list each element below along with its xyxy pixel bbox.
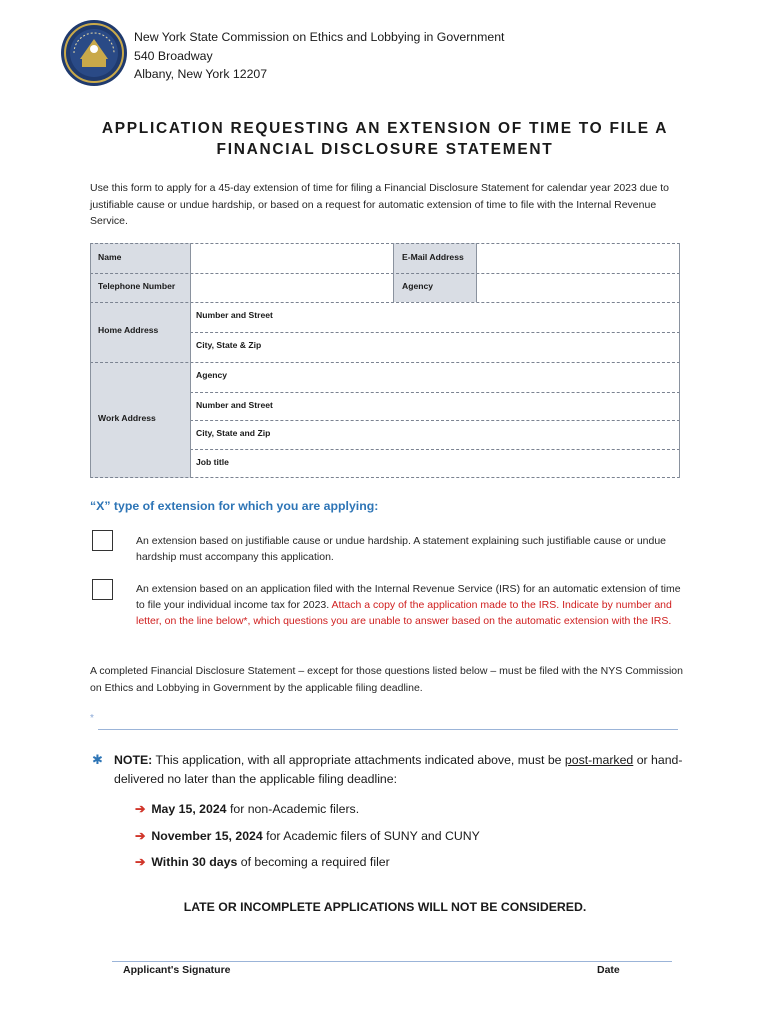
name-label-cell [90, 243, 190, 273]
job-title-field[interactable] [190, 449, 680, 478]
name-field[interactable] [190, 243, 393, 273]
extension-type-heading: “X” type of extension for which you are applying: [90, 499, 379, 513]
page-title [60, 118, 710, 160]
agency-city: Albany, New York 12207 [134, 67, 268, 81]
table-divider [393, 243, 394, 302]
work-street-label: Number and Street [196, 400, 273, 410]
table-rule [190, 449, 680, 450]
table-rule [190, 420, 680, 421]
email-label: E-Mail Address [402, 252, 464, 262]
work-city-label: City, State and Zip [196, 428, 271, 438]
arrow-right-icon: ➔ [135, 802, 146, 816]
work-address-label: Work Address [98, 413, 156, 423]
home-address-label: Home Address [98, 325, 159, 335]
hardship-checkbox[interactable] [92, 530, 113, 551]
nys-seal-logo [60, 19, 128, 87]
note-text-after: or hand-delivered no later than the applicable filing deadline: [114, 753, 683, 786]
answer-line [98, 729, 678, 730]
work-address-label-cell [90, 362, 190, 478]
title-line-2: FINANCIAL DISCLOSURE STATEMENT [216, 141, 554, 158]
agency-label: Agency [402, 281, 434, 291]
table-border-left [90, 243, 91, 478]
agency-street: 540 Broadway [134, 48, 213, 63]
note-bullet-icon: ✱ [92, 752, 103, 767]
hardship-option-text: An extension based on justifiable cause or undue hardship. A statement explaining such justifiable cause or undue hardship must accompany this application. [136, 535, 667, 563]
agency-address [134, 28, 504, 84]
home-city-field[interactable] [190, 332, 680, 362]
home-city-label: City, State & Zip [196, 340, 262, 350]
late-applications-warning: LATE OR INCOMPLETE APPLICATIONS WILL NOT BE CONSIDERED. [183, 900, 587, 914]
work-city-field[interactable] [190, 420, 680, 449]
email-field[interactable] [476, 243, 680, 273]
applicant-signature-label: Applicant's Signature [123, 964, 231, 976]
table-rule [90, 362, 680, 363]
table-divider [190, 243, 191, 478]
arrow-right-icon: ➔ [135, 855, 146, 869]
note-text-before: This application, with all appropriate attachments indicated above, must be [155, 753, 562, 767]
phone-label: Telephone Number [98, 281, 176, 291]
work-agency-label: Agency [196, 370, 228, 380]
table-divider [476, 243, 477, 302]
deadline-item [135, 855, 390, 869]
phone-label-cell [90, 273, 190, 302]
unanswered-questions-line[interactable] [90, 713, 678, 733]
date-label: Date [597, 964, 620, 976]
work-street-field[interactable] [190, 392, 680, 420]
applicant-info-table [90, 243, 680, 478]
work-agency-field[interactable] [190, 362, 680, 392]
home-street-label: Number and Street [196, 310, 273, 320]
note-label: NOTE: [114, 753, 153, 767]
deadline-date: Within 30 days [151, 855, 238, 869]
table-border-right [679, 243, 680, 478]
table-rule [190, 392, 680, 393]
deadline-detail: of becoming a required filer [240, 855, 390, 869]
irs-option-instructions: Attach a copy of the application made to the IRS. Indicate by number and letter, on the line below*, which questions you are unable to answer based on the automatic extension with the IRS. [136, 599, 672, 627]
irs-option-main: An extension based on an application filed with the Internal Revenue Service (IRS) for an automatic extension of time to file your individual income tax for 2023. [136, 583, 681, 611]
table-rule [190, 332, 680, 333]
note-postmarked: post-marked [564, 753, 634, 767]
deadline-item [135, 829, 480, 843]
table-border-bottom [90, 477, 680, 478]
completed-statement-note: A completed Financial Disclosure Statement – except for those questions listed below – must be filed with the NYS Commission on Ethics and Lobbying in Government by the applicable filing deadline. [90, 665, 683, 694]
deadline-item [135, 802, 359, 816]
phone-field[interactable] [190, 273, 393, 302]
deadline-date: May 15, 2024 [151, 802, 227, 816]
deadline-detail: for non-Academic filers. [229, 802, 360, 816]
irs-option-text [136, 581, 682, 629]
home-street-field[interactable] [190, 302, 680, 332]
table-rule [90, 273, 680, 274]
home-address-label-cell [90, 302, 190, 362]
signature-line[interactable] [112, 961, 672, 962]
agency-field[interactable] [476, 273, 680, 302]
agency-name: New York State Commission on Ethics and Lobbying in Government [134, 30, 505, 44]
deadline-detail: for Academic filers of SUNY and CUNY [266, 829, 480, 843]
intro-paragraph: Use this form to apply for a 45-day extension of time for filing a Financial Disclosure Statement for calendar year 2023 due to justifiable cause or undue hardship, or based on a request for automatic extension of time to file with the Internal Revenue Service. [90, 182, 669, 227]
table-border-top [90, 243, 680, 244]
title-line-1: APPLICATION REQUESTING AN EXTENSION OF TIME TO FILE A [101, 120, 669, 137]
irs-checkbox[interactable] [92, 579, 113, 600]
submission-note [92, 751, 692, 788]
agency-label-cell [393, 273, 476, 302]
job-title-label: Job title [196, 457, 229, 467]
email-label-cell [393, 243, 476, 273]
table-rule [90, 302, 680, 303]
name-label: Name [98, 252, 122, 262]
deadline-date: November 15, 2024 [151, 829, 263, 843]
arrow-right-icon: ➔ [135, 829, 146, 843]
asterisk-marker: * [90, 713, 94, 724]
